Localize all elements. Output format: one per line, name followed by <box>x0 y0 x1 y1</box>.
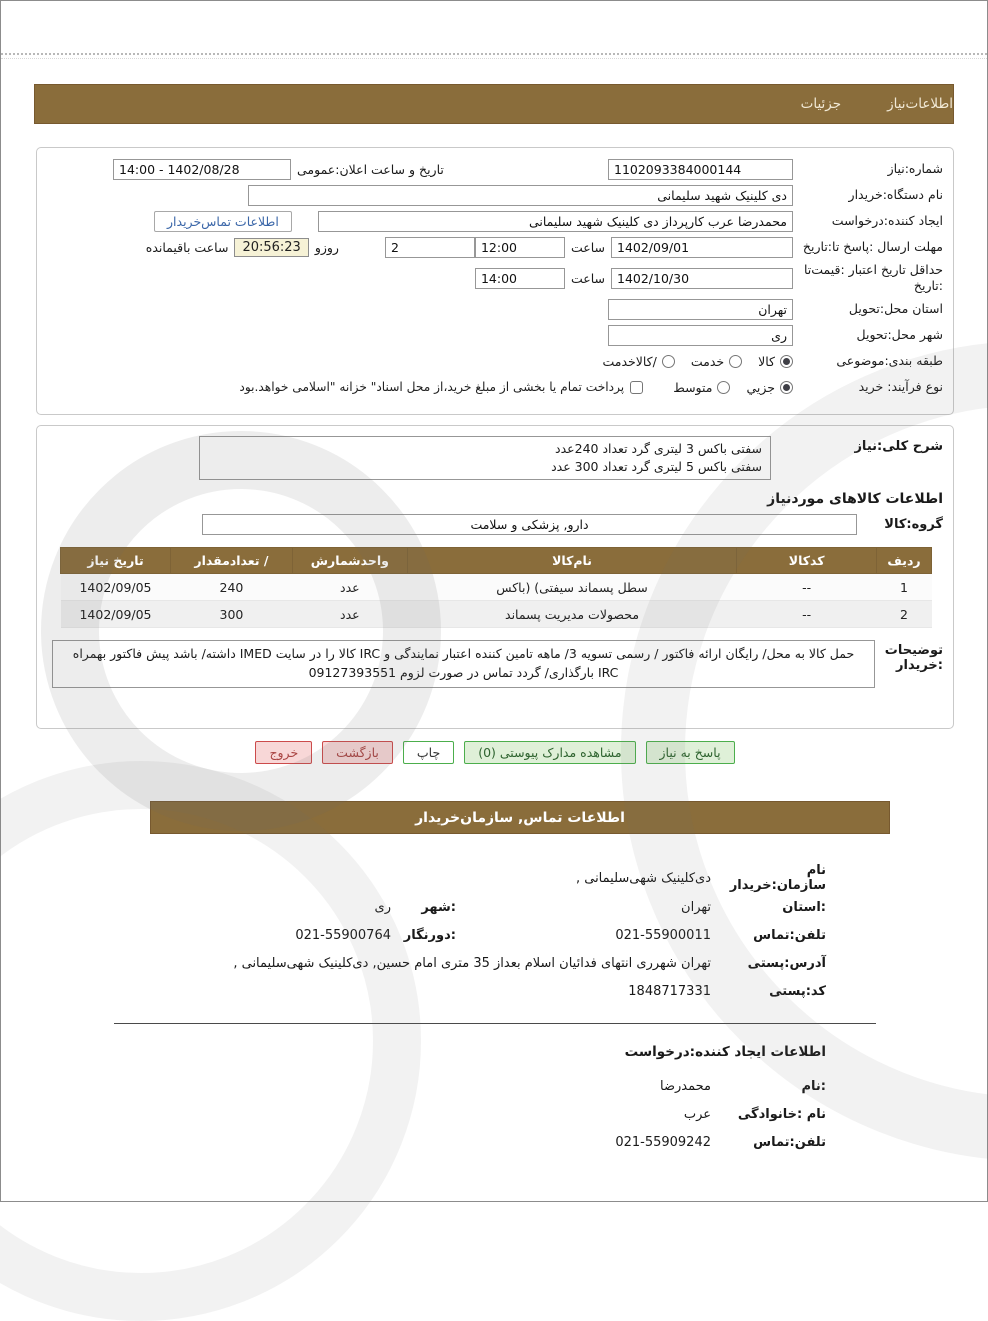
price-validity-label: حداقل تاریخ اعتبار :قیمت‌تا :تاریخ <box>803 262 943 293</box>
reply-deadline-row <box>49 234 943 260</box>
need-number-row <box>49 156 943 182</box>
cell-unit: عدد <box>292 574 407 601</box>
buyer-notes-textbox[interactable]: حمل کالا به محل/ رایگان ارائه فاکتور / رسمی تسویه 3/ ماهه تامین کننده اعتبار نمایندگی و IRC کالا را در سایت IMED داشته/ باشد پیش فاکتور بهمراه IRC بارگذاری/ گردد تماس در صورت لزوم 09127393551 <box>52 640 875 688</box>
creator-last-name-row <box>1 1100 988 1128</box>
delivery-city-input[interactable] <box>608 325 793 346</box>
goods-group-label: گروه:کالا <box>884 517 943 533</box>
last-name-label: نام :خانوادگی <box>737 1106 826 1122</box>
fax-label: :دورنگار <box>403 927 456 943</box>
cell-item-code: -- <box>737 601 877 628</box>
purchase-process-label: نوع فرآیند: خرید <box>858 379 943 395</box>
cell-need-date: 1402/09/05 <box>61 601 171 628</box>
action-button-bar <box>1 741 988 764</box>
buyer-org-input[interactable] <box>248 185 793 206</box>
buyer-notes-label: توضیحات :خریدار <box>884 643 943 674</box>
deadline-hour-label: ساعت <box>570 239 605 255</box>
table-row <box>61 574 932 601</box>
cell-item-name: محصولات مدیریت پسماند <box>407 601 736 628</box>
creator-first-name-row <box>1 1072 988 1100</box>
delivery-province-label: استان محل:تحویل <box>848 301 943 317</box>
org-contact-section <box>1 847 988 1156</box>
print-button[interactable]: چاپ <box>403 741 454 764</box>
need-summary-row <box>49 436 943 480</box>
price-validity-row <box>49 260 943 296</box>
col-unit: واحدشمارش <box>292 548 407 574</box>
org-contact-header-bar: اطلاعات تماس, سازمان‌خریدار <box>150 801 890 834</box>
respond-to-need-button[interactable]: پاسخ به نیاز <box>646 741 735 764</box>
top-dotted-divider-2 <box>1 58 987 59</box>
col-item-name: نام‌کالا <box>407 548 736 574</box>
city-value: ری <box>374 899 391 915</box>
days-remaining-input[interactable] <box>385 237 475 258</box>
validity-hour-label: ساعت <box>570 270 605 286</box>
radio-service[interactable] <box>729 355 742 368</box>
need-summary-label: شرح کلی:نیاز <box>854 439 943 454</box>
deadline-date-input[interactable] <box>611 237 793 258</box>
last-name-value: عرب <box>683 1106 711 1122</box>
request-creator-row <box>49 208 943 234</box>
cell-quantity: 240 <box>170 574 292 601</box>
creator-phone-value: 021-55909242 <box>615 1134 711 1150</box>
radio-medium-purchase[interactable] <box>717 381 730 394</box>
radio-goods-service-label: /کالاخدمت <box>602 353 657 369</box>
org-name-label: نام سازمان:خریدار <box>729 863 826 893</box>
need-summary-textbox[interactable] <box>199 436 771 480</box>
tab-group <box>801 96 953 112</box>
announce-datetime-label: تاریخ و ساعت اعلان:عمومی <box>297 161 444 177</box>
cell-unit: عدد <box>292 601 407 628</box>
delivery-city-row <box>49 322 943 348</box>
radio-minor-purchase[interactable] <box>780 381 793 394</box>
org-phone-label: تلفن:تماس <box>753 927 826 943</box>
buyer-contact-link[interactable]: اطلاعات تماس‌خریدار <box>154 211 292 232</box>
buyer-org-label: نام دستگاه:خریدار <box>848 187 943 203</box>
postal-code-label: کد:پستی <box>769 983 826 999</box>
treasury-checkbox[interactable] <box>630 381 643 394</box>
radio-goods-label: کالا <box>758 353 775 369</box>
need-number-label: شماره:نیاز <box>887 161 943 177</box>
items-section-title: اطلاعات کالاهای موردنیاز <box>767 491 943 508</box>
tab-need-info[interactable]: اطلاعات‌نیاز <box>887 96 953 112</box>
items-table-header-row <box>61 548 932 574</box>
col-need-date: تاریخ نیاز <box>61 548 171 574</box>
postal-code-row <box>1 977 988 1005</box>
address-label: آدرس:پستی <box>747 955 826 971</box>
col-item-code: کدکالا <box>737 548 877 574</box>
need-summary-panel <box>36 147 954 415</box>
delivery-province-row <box>49 296 943 322</box>
back-button[interactable]: بازگشت <box>322 741 393 764</box>
treasury-note-text: پرداخت تمام یا بخشی از مبلغ خرید،از محل اسناد" خزانه "اسلامی خواهد.بود <box>239 380 625 394</box>
subject-category-row <box>49 348 943 374</box>
tabs-header-bar <box>34 84 954 124</box>
first-name-label: :نام <box>801 1078 826 1094</box>
validity-time-input[interactable] <box>475 268 565 289</box>
province-city-row <box>1 893 988 921</box>
province-label: :استان <box>782 899 826 915</box>
announce-datetime-input[interactable] <box>113 159 291 180</box>
radio-goods[interactable] <box>780 355 793 368</box>
buyer-org-row <box>49 182 943 208</box>
need-detail-panel <box>36 425 954 729</box>
postal-code-value: 1848717331 <box>628 983 711 999</box>
reply-deadline-label: مهلت ارسال :پاسخ تا:تاریخ <box>802 239 943 255</box>
exit-button[interactable]: خروج <box>255 741 312 764</box>
fax-value: 021-55900764 <box>295 927 391 943</box>
validity-date-input[interactable] <box>611 268 793 289</box>
cell-row-number: 2 <box>877 601 932 628</box>
cell-item-code: -- <box>737 574 877 601</box>
remaining-hours-label: ساعت باقیمانده <box>145 239 229 255</box>
countdown-timer: 20:56:23 <box>234 238 308 257</box>
days-unit-label: روزو <box>314 239 339 255</box>
need-summary-line2: سفتی باکس 5 لیتری گرد تعداد 300 عدد <box>551 459 762 475</box>
radio-service-label: خدمت <box>690 353 725 369</box>
first-name-value: محمدرضا <box>660 1078 711 1094</box>
radio-goods-service[interactable] <box>662 355 675 368</box>
delivery-province-input[interactable] <box>608 299 793 320</box>
creator-phone-label: تلفن:تماس <box>753 1134 826 1150</box>
cell-row-number: 1 <box>877 574 932 601</box>
city-label: :شهر <box>421 899 456 915</box>
need-number-input[interactable] <box>608 159 793 180</box>
org-name-row <box>1 863 988 893</box>
col-row-number: ردیف <box>877 548 932 574</box>
section-divider <box>114 1023 876 1024</box>
cell-item-name: سطل پسماند سیفتی) (باکس <box>407 574 736 601</box>
cell-need-date: 1402/09/05 <box>61 574 171 601</box>
request-creator-label: ایجاد کننده:درخواست <box>831 213 943 229</box>
need-summary-line1: سفتی باکس 3 لیتری گرد تعداد 240عدد <box>555 441 762 456</box>
address-row <box>1 949 988 977</box>
creator-section-title: اطلاعات ایجاد کننده:درخواست <box>624 1044 826 1060</box>
top-dotted-divider <box>1 53 987 55</box>
goods-group-input[interactable] <box>202 514 857 535</box>
address-value: تهران شهرری انتهای فدائیان اسلام بعداز 35 متری امام حسین, دی‌کلینیک شهی‌سلیمانی , <box>233 955 711 971</box>
tab-details[interactable]: جزئیات <box>800 96 842 112</box>
province-value: تهران <box>681 899 711 915</box>
request-creator-input[interactable] <box>318 211 793 232</box>
org-name-value: دی‌کلینیک شهی‌سلیمانی , <box>575 870 711 886</box>
purchase-process-row <box>49 374 943 400</box>
delivery-city-label: شهر محل:تحویل <box>856 327 943 343</box>
deadline-time-input[interactable] <box>475 237 565 258</box>
table-row <box>61 601 932 628</box>
creator-phone-row <box>1 1128 988 1156</box>
goods-group-row <box>49 514 943 535</box>
radio-minor-label: جزيي <box>746 379 775 395</box>
items-table <box>60 547 932 628</box>
org-phone-value: 021-55900011 <box>615 927 711 943</box>
cell-quantity: 300 <box>170 601 292 628</box>
col-quantity: / تعدادمقدار <box>170 548 292 574</box>
phone-fax-row <box>1 921 988 949</box>
view-attachments-button[interactable]: مشاهده مدارک پیوستی (0) <box>464 741 635 764</box>
subject-category-label: طبقه بندی:موضوعی <box>836 353 943 369</box>
buyer-notes-row <box>49 640 943 688</box>
radio-medium-label: متوسط <box>673 379 713 395</box>
